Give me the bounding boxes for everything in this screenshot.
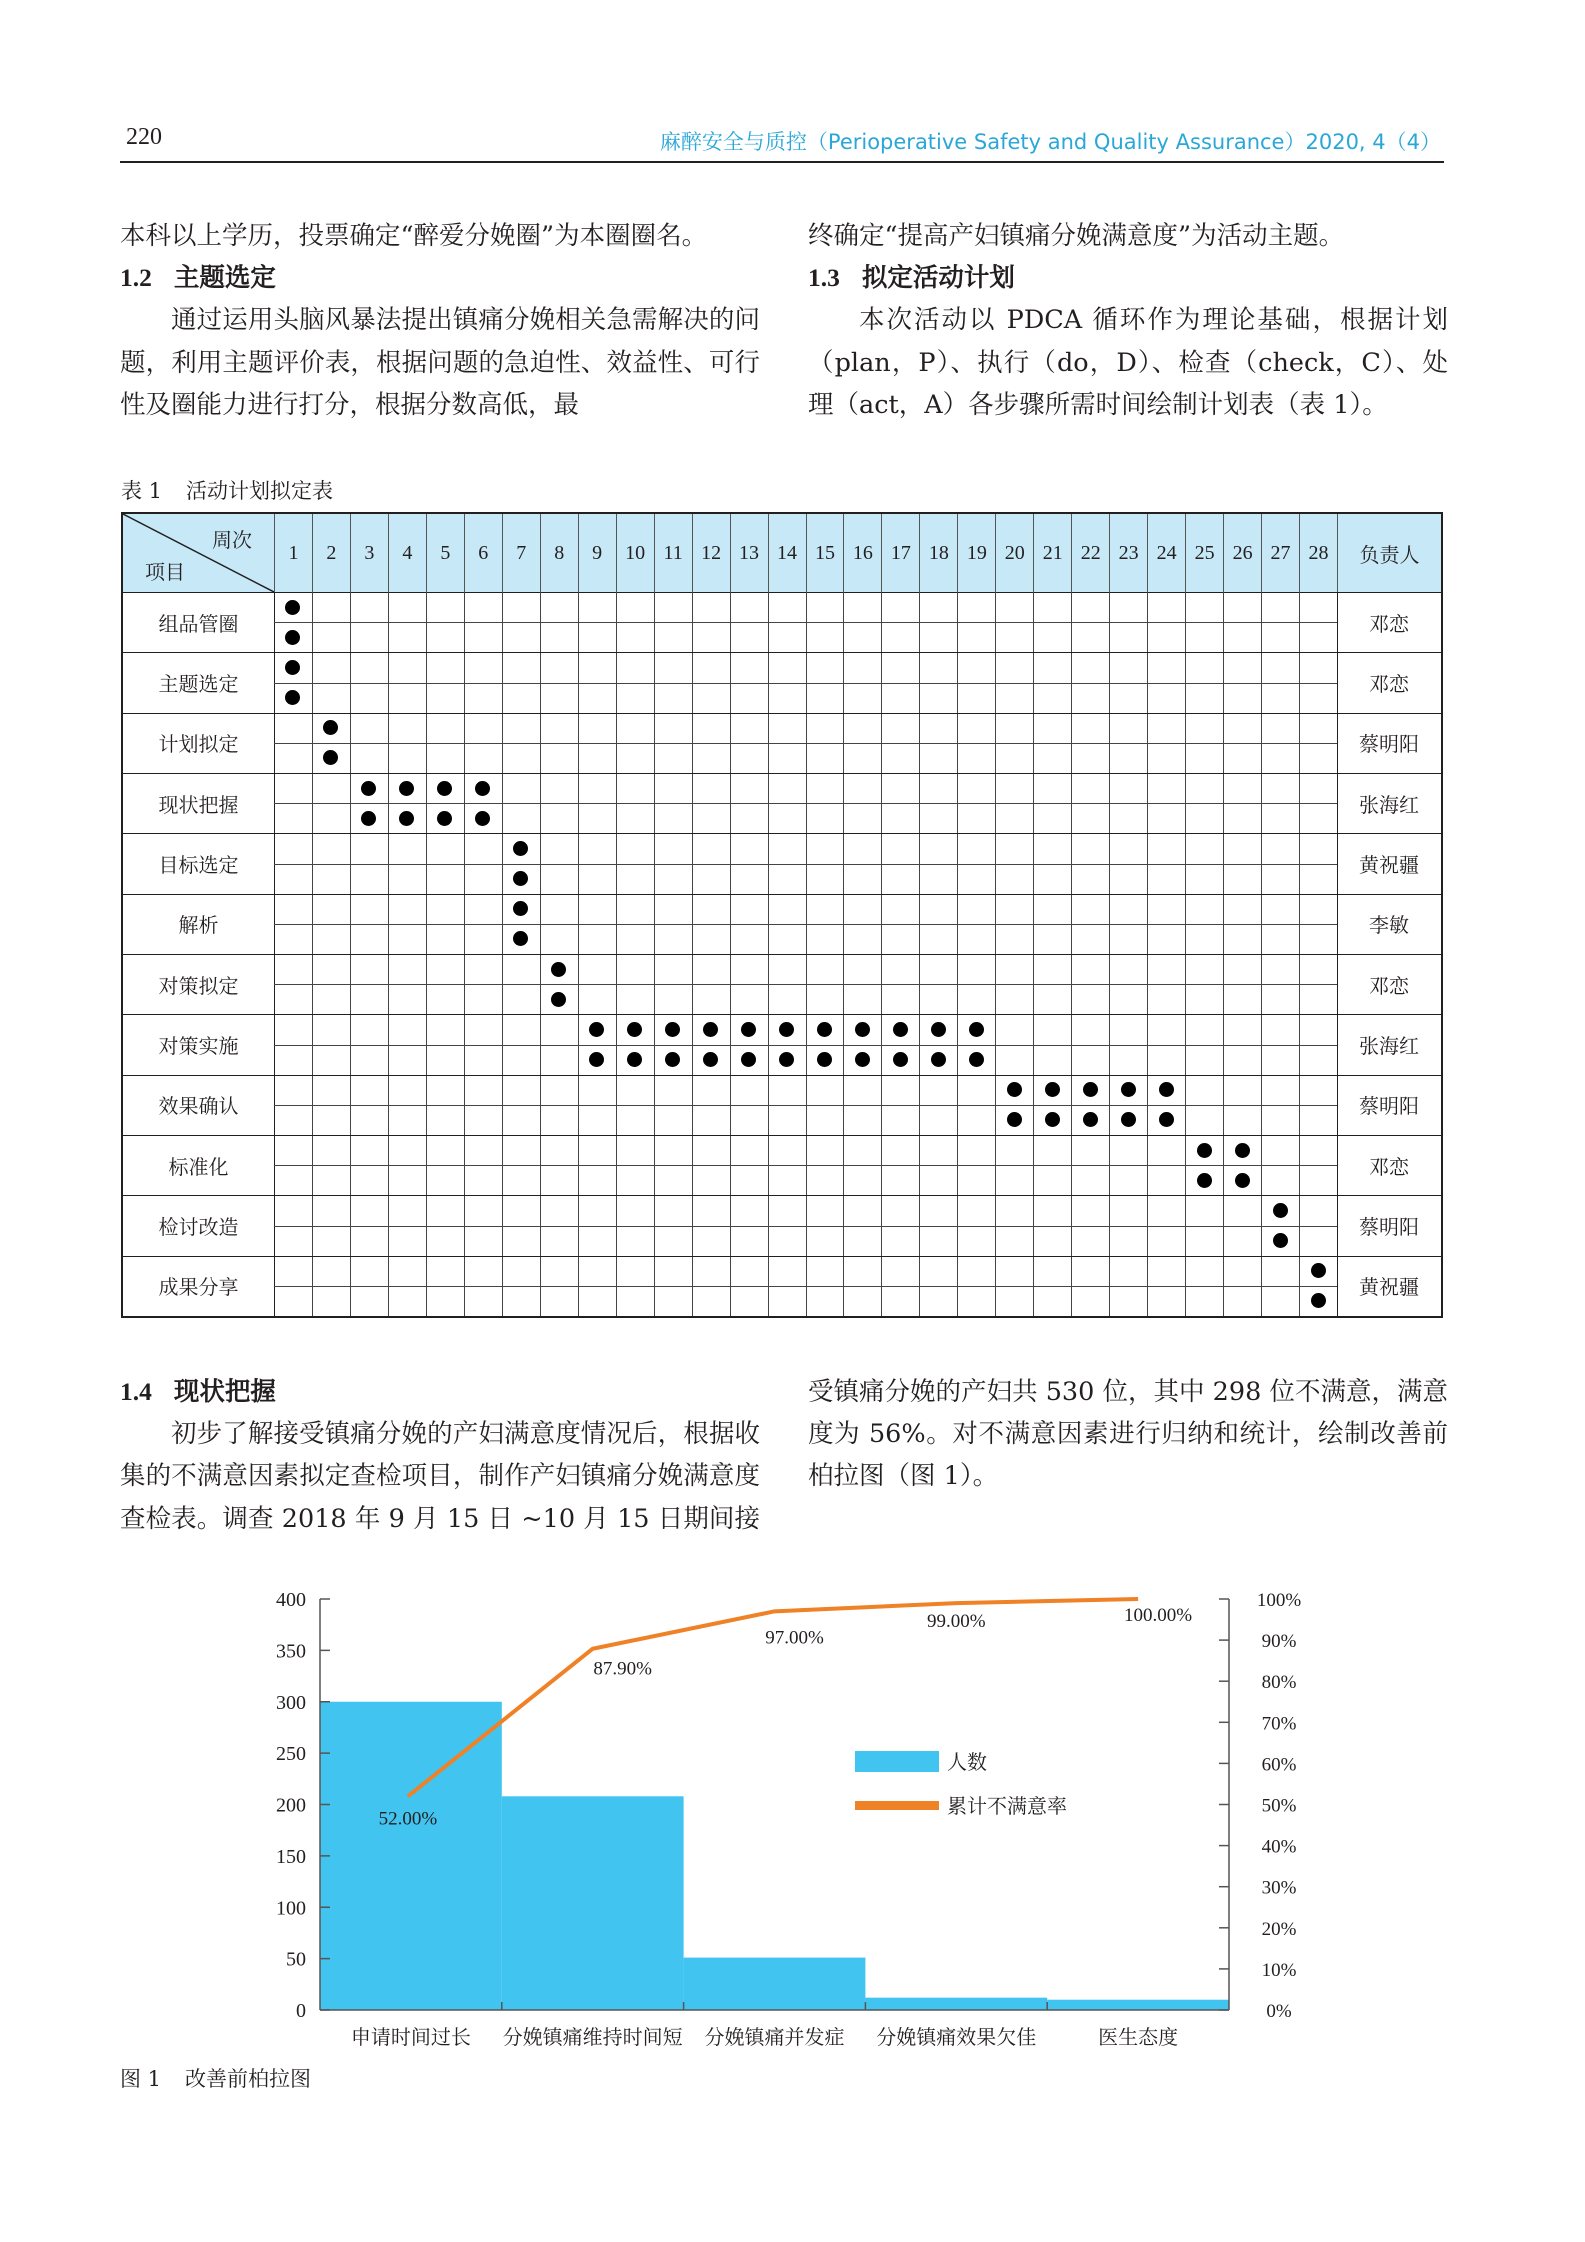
schedule-dot — [589, 1052, 604, 1067]
right-tick-label: 40% — [1261, 1836, 1297, 1858]
schedule-dot — [323, 720, 338, 735]
table-row-divider — [123, 954, 1441, 955]
right-column-bottom — [808, 1371, 1448, 1498]
schedule-dot — [627, 1052, 642, 1067]
week-header-11: 11 — [654, 514, 692, 592]
schedule-dot — [475, 811, 490, 826]
right-tick-label: 0% — [1266, 2001, 1292, 2022]
section-heading-1-2: 1.2 主题选定 — [120, 263, 276, 294]
week-header-13: 13 — [730, 514, 768, 592]
table-owner-name: 蔡明阳 — [1359, 732, 1419, 757]
table-owner-name: 蔡明阳 — [1359, 1094, 1419, 1119]
week-header-4: 4 — [388, 514, 426, 592]
schedule-dot — [437, 811, 452, 826]
week-header-25: 25 — [1185, 514, 1223, 592]
legend-label-bars: 人数 — [947, 1752, 987, 1774]
schedule-dot — [703, 1052, 718, 1067]
table-owner-name: 张海红 — [1359, 792, 1419, 817]
bar-3 — [684, 1958, 866, 2010]
schedule-dot — [665, 1022, 680, 1037]
page-number: 220 — [126, 124, 162, 150]
right-tick-label: 100% — [1256, 1590, 1302, 1611]
table-row-divider — [123, 894, 1441, 895]
week-header-17: 17 — [881, 514, 919, 592]
schedule-dot — [1007, 1082, 1022, 1097]
table-item-label: 成果分享 — [158, 1275, 239, 1300]
cumulative-data-label: 52.00% — [378, 1808, 438, 1830]
schedule-dot — [893, 1022, 908, 1037]
week-header-27: 27 — [1261, 514, 1299, 592]
schedule-dot — [1235, 1173, 1250, 1188]
figure-caption-label: 图 1 — [120, 2067, 162, 2091]
table-owner-name: 黄祝疆 — [1359, 1275, 1419, 1300]
schedule-dot — [817, 1052, 832, 1067]
table-subrow-divider — [274, 1105, 1337, 1106]
table-subrow-divider — [274, 622, 1337, 623]
schedule-dot — [1235, 1143, 1250, 1158]
week-header-2: 2 — [312, 514, 350, 592]
week-header-8: 8 — [540, 514, 578, 592]
schedule-dot — [1273, 1203, 1288, 1218]
schedule-dot — [703, 1022, 718, 1037]
week-header-22: 22 — [1071, 514, 1109, 592]
schedule-dot — [285, 630, 300, 645]
cumulative-data-label: 100.00% — [1124, 1605, 1193, 1626]
left-tick-label: 200 — [276, 1794, 306, 1817]
table-item-label: 标准化 — [168, 1154, 229, 1179]
week-header-16: 16 — [843, 514, 881, 592]
left-tick-label: 50 — [286, 1948, 306, 1971]
week-header-26: 26 — [1223, 514, 1261, 592]
left-tick-label: 100 — [276, 1897, 306, 1920]
week-header-10: 10 — [616, 514, 654, 592]
table-owner-name: 蔡明阳 — [1359, 1214, 1419, 1239]
schedule-dot — [931, 1052, 946, 1067]
right-tick-label: 70% — [1261, 1713, 1297, 1735]
section-heading-1-4: 1.4 现状把握 — [120, 1377, 276, 1407]
week-header-5: 5 — [426, 514, 464, 592]
table-subrow-divider — [274, 1226, 1337, 1227]
schedule-dot — [513, 931, 528, 946]
schedule-dot — [779, 1022, 794, 1037]
table-item-label: 组品管圈 — [158, 611, 239, 636]
right-tick-label: 50% — [1261, 1795, 1297, 1817]
table-row-divider — [123, 1256, 1441, 1257]
schedule-dot — [817, 1022, 832, 1037]
table-corner-cell — [123, 514, 274, 592]
week-header-19: 19 — [957, 514, 995, 592]
schedule-dot — [1007, 1112, 1022, 1127]
owner-header: 负责人 — [1337, 514, 1441, 592]
left-tick-label: 400 — [276, 1589, 306, 1611]
table-subrow-divider — [274, 803, 1337, 804]
legend-label-line: 累计不满意率 — [947, 1796, 1067, 1818]
table-caption-title: 活动计划拟定表 — [186, 479, 334, 503]
corner-item-label: 项目 — [145, 560, 185, 584]
table-owner-name: 邓恋 — [1369, 1154, 1409, 1179]
schedule-dot — [437, 781, 452, 796]
schedule-dot — [855, 1052, 870, 1067]
journal-title: 麻醉安全与质控（Perioperative Safety and Quality Assurance）2020, 4（4） — [659, 130, 1441, 154]
table-subrow-divider — [274, 984, 1337, 985]
schedule-dot — [399, 781, 414, 796]
table-caption-label: 表 1 — [121, 479, 163, 503]
category-label: 分娩镇痛效果欠佳 — [876, 2027, 1037, 2049]
schedule-dot — [855, 1022, 870, 1037]
schedule-dot — [665, 1052, 680, 1067]
header-rule — [120, 161, 1444, 163]
schedule-dot — [323, 750, 338, 765]
right-tick-label: 90% — [1261, 1631, 1297, 1653]
week-header-14: 14 — [768, 514, 806, 592]
table-subrow-divider — [274, 864, 1337, 865]
schedule-dot — [551, 962, 566, 977]
table-row-divider — [123, 713, 1441, 714]
table-row-divider — [123, 652, 1441, 653]
right-column-top — [808, 215, 1448, 426]
category-label: 分娩镇痛并发症 — [704, 2027, 845, 2049]
week-header-20: 20 — [995, 514, 1033, 592]
schedule-dot — [1159, 1112, 1174, 1127]
schedule-dot — [361, 811, 376, 826]
schedule-dot — [1045, 1112, 1060, 1127]
right-tick-label: 30% — [1261, 1877, 1297, 1899]
table-row-divider — [123, 833, 1441, 834]
table-header-row — [123, 514, 1441, 593]
table-owner-name: 邓恋 — [1369, 611, 1409, 636]
left-tick-label: 350 — [276, 1640, 306, 1663]
legend-swatch-line — [855, 1801, 939, 1810]
category-label: 医生态度 — [1098, 2027, 1179, 2049]
schedule-dot — [1121, 1112, 1136, 1127]
table-owner-name: 李敏 — [1369, 913, 1409, 938]
paragraph-continued: 本科以上学历，投票确定“醉爱分娩圈”为本圈圈名。 — [120, 221, 708, 251]
table-owner-name: 邓恋 — [1369, 973, 1409, 998]
left-column-top — [120, 215, 760, 426]
schedule-dot — [1311, 1263, 1326, 1278]
right-tick-label: 80% — [1261, 1672, 1297, 1694]
week-header-28: 28 — [1299, 514, 1337, 592]
schedule-dot — [969, 1052, 984, 1067]
schedule-dot — [1083, 1112, 1098, 1127]
schedule-dot — [931, 1022, 946, 1037]
left-tick-label: 300 — [276, 1691, 306, 1714]
table-subrow-divider — [274, 1286, 1337, 1287]
schedule-dot — [475, 781, 490, 796]
category-label: 申请时间过长 — [350, 2027, 471, 2049]
week-header-3: 3 — [350, 514, 388, 592]
legend-swatch-bars — [855, 1751, 939, 1772]
table-item-label: 现状把握 — [158, 792, 239, 817]
schedule-dot — [285, 690, 300, 705]
schedule-dot — [513, 901, 528, 916]
week-header-21: 21 — [1033, 514, 1071, 592]
schedule-dot — [285, 660, 300, 675]
left-column-bottom — [120, 1371, 760, 1540]
week-header-24: 24 — [1147, 514, 1185, 592]
cumulative-data-label: 87.90% — [593, 1658, 652, 1680]
schedule-dot — [399, 811, 414, 826]
right-tick-label: 20% — [1261, 1918, 1297, 1940]
table-subrow-divider — [274, 1045, 1337, 1046]
week-header-18: 18 — [919, 514, 957, 592]
schedule-dot — [1311, 1293, 1326, 1308]
table-caption — [121, 475, 333, 505]
table-subrow-divider — [274, 743, 1337, 744]
week-header-9: 9 — [578, 514, 616, 592]
schedule-dot — [1083, 1082, 1098, 1097]
paragraph-1-2: 通过运用头脑风暴法提出镇痛分娩相关急需解决的问题，利用主题评价表，根据问题的急迫性、效益性、可行性及圈能力进行打分，根据分数高低，最 — [120, 305, 760, 420]
week-header-12: 12 — [692, 514, 730, 592]
bar-2 — [502, 1796, 684, 2010]
table-item-label: 目标选定 — [158, 852, 239, 877]
schedule-dot — [969, 1022, 984, 1037]
table-item-label: 对策实施 — [158, 1033, 239, 1058]
corner-week-label: 周次 — [212, 528, 252, 552]
figure-caption — [120, 2063, 311, 2093]
schedule-dot — [1045, 1082, 1060, 1097]
schedule-dot — [627, 1022, 642, 1037]
figure-caption-title: 改善前柏拉图 — [185, 2067, 312, 2091]
section-heading-1-3: 1.3 拟定活动计划 — [808, 263, 1015, 294]
schedule-dot — [741, 1022, 756, 1037]
table-item-label: 检讨改造 — [158, 1214, 239, 1239]
paragraph-1-4: 初步了解接受镇痛分娩的产妇满意度情况后，根据收集的不满意因素拟定查检项目，制作产妇镇痛分娩满意度查检表。调查 2018 年 9 月 15 日 ~10 月 15 日期间接 — [120, 1419, 760, 1534]
table-owner-name: 黄祝疆 — [1359, 852, 1419, 877]
table-row-divider — [123, 1195, 1441, 1196]
schedule-dot — [513, 841, 528, 856]
schedule-dot — [513, 871, 528, 886]
week-header-23: 23 — [1109, 514, 1147, 592]
schedule-dot — [741, 1052, 756, 1067]
bar-1 — [320, 1702, 502, 2010]
paragraph-1-4-continued: 受镇痛分娩的产妇共 530 位，其中 298 位不满意，满意度为 56%。对不满意因素进行归纳和统计，绘制改善前柏拉图（图 1）。 — [808, 1377, 1448, 1492]
table-row-divider — [123, 1014, 1441, 1015]
schedule-dot — [589, 1022, 604, 1037]
table-owner-name: 张海红 — [1359, 1033, 1419, 1058]
week-header-6: 6 — [464, 514, 502, 592]
table-row-divider — [123, 1135, 1441, 1136]
category-label: 分娩镇痛维持时间短 — [502, 2027, 683, 2049]
table-row-divider — [123, 773, 1441, 774]
cumulative-data-label: 97.00% — [765, 1627, 824, 1649]
cumulative-data-label: 99.00% — [927, 1611, 986, 1633]
week-header-15: 15 — [806, 514, 844, 592]
table-subrow-divider — [274, 1165, 1337, 1166]
table-item-label: 对策拟定 — [158, 973, 239, 998]
schedule-dot — [361, 781, 376, 796]
schedule-dot — [1121, 1082, 1136, 1097]
bar-4 — [865, 1998, 1047, 2010]
table-owner-name: 邓恋 — [1369, 671, 1409, 696]
schedule-dot — [1197, 1173, 1212, 1188]
table-item-label: 计划拟定 — [158, 732, 239, 757]
week-header-7: 7 — [502, 514, 540, 592]
schedule-dot — [551, 992, 566, 1007]
right-tick-label: 60% — [1261, 1754, 1297, 1776]
bar-5 — [1047, 2000, 1229, 2010]
schedule-dot — [1273, 1233, 1288, 1248]
left-tick-label: 250 — [276, 1743, 306, 1766]
paragraph-1-3: 本次活动以 PDCA 循环作为理论基础，根据计划（plan，P）、执行（do，D）、检查（check，C）、处理（act，A）各步骤所需时间绘制计划表（表 1）。 — [808, 305, 1448, 420]
table-item-label: 效果确认 — [158, 1094, 239, 1119]
table-item-label: 主题选定 — [158, 671, 239, 696]
table-subrow-divider — [274, 683, 1337, 684]
pareto-chart — [240, 1580, 1320, 2050]
schedule-dot — [893, 1052, 908, 1067]
week-header-1: 1 — [274, 514, 312, 592]
left-tick-label: 150 — [276, 1845, 306, 1868]
schedule-dot — [779, 1052, 794, 1067]
right-tick-label: 10% — [1261, 1959, 1297, 1981]
schedule-dot — [1197, 1143, 1212, 1158]
left-tick-label: 0 — [296, 2000, 306, 2022]
schedule-dot — [285, 600, 300, 615]
schedule-dot — [1159, 1082, 1174, 1097]
activity-plan-table — [121, 512, 1443, 1318]
table-row-divider — [123, 1075, 1441, 1076]
paragraph-continued-right: 终确定“提高产妇镇痛分娩满意度”为活动主题。 — [808, 221, 1345, 251]
table-item-label: 解析 — [178, 913, 219, 938]
table-subrow-divider — [274, 924, 1337, 925]
